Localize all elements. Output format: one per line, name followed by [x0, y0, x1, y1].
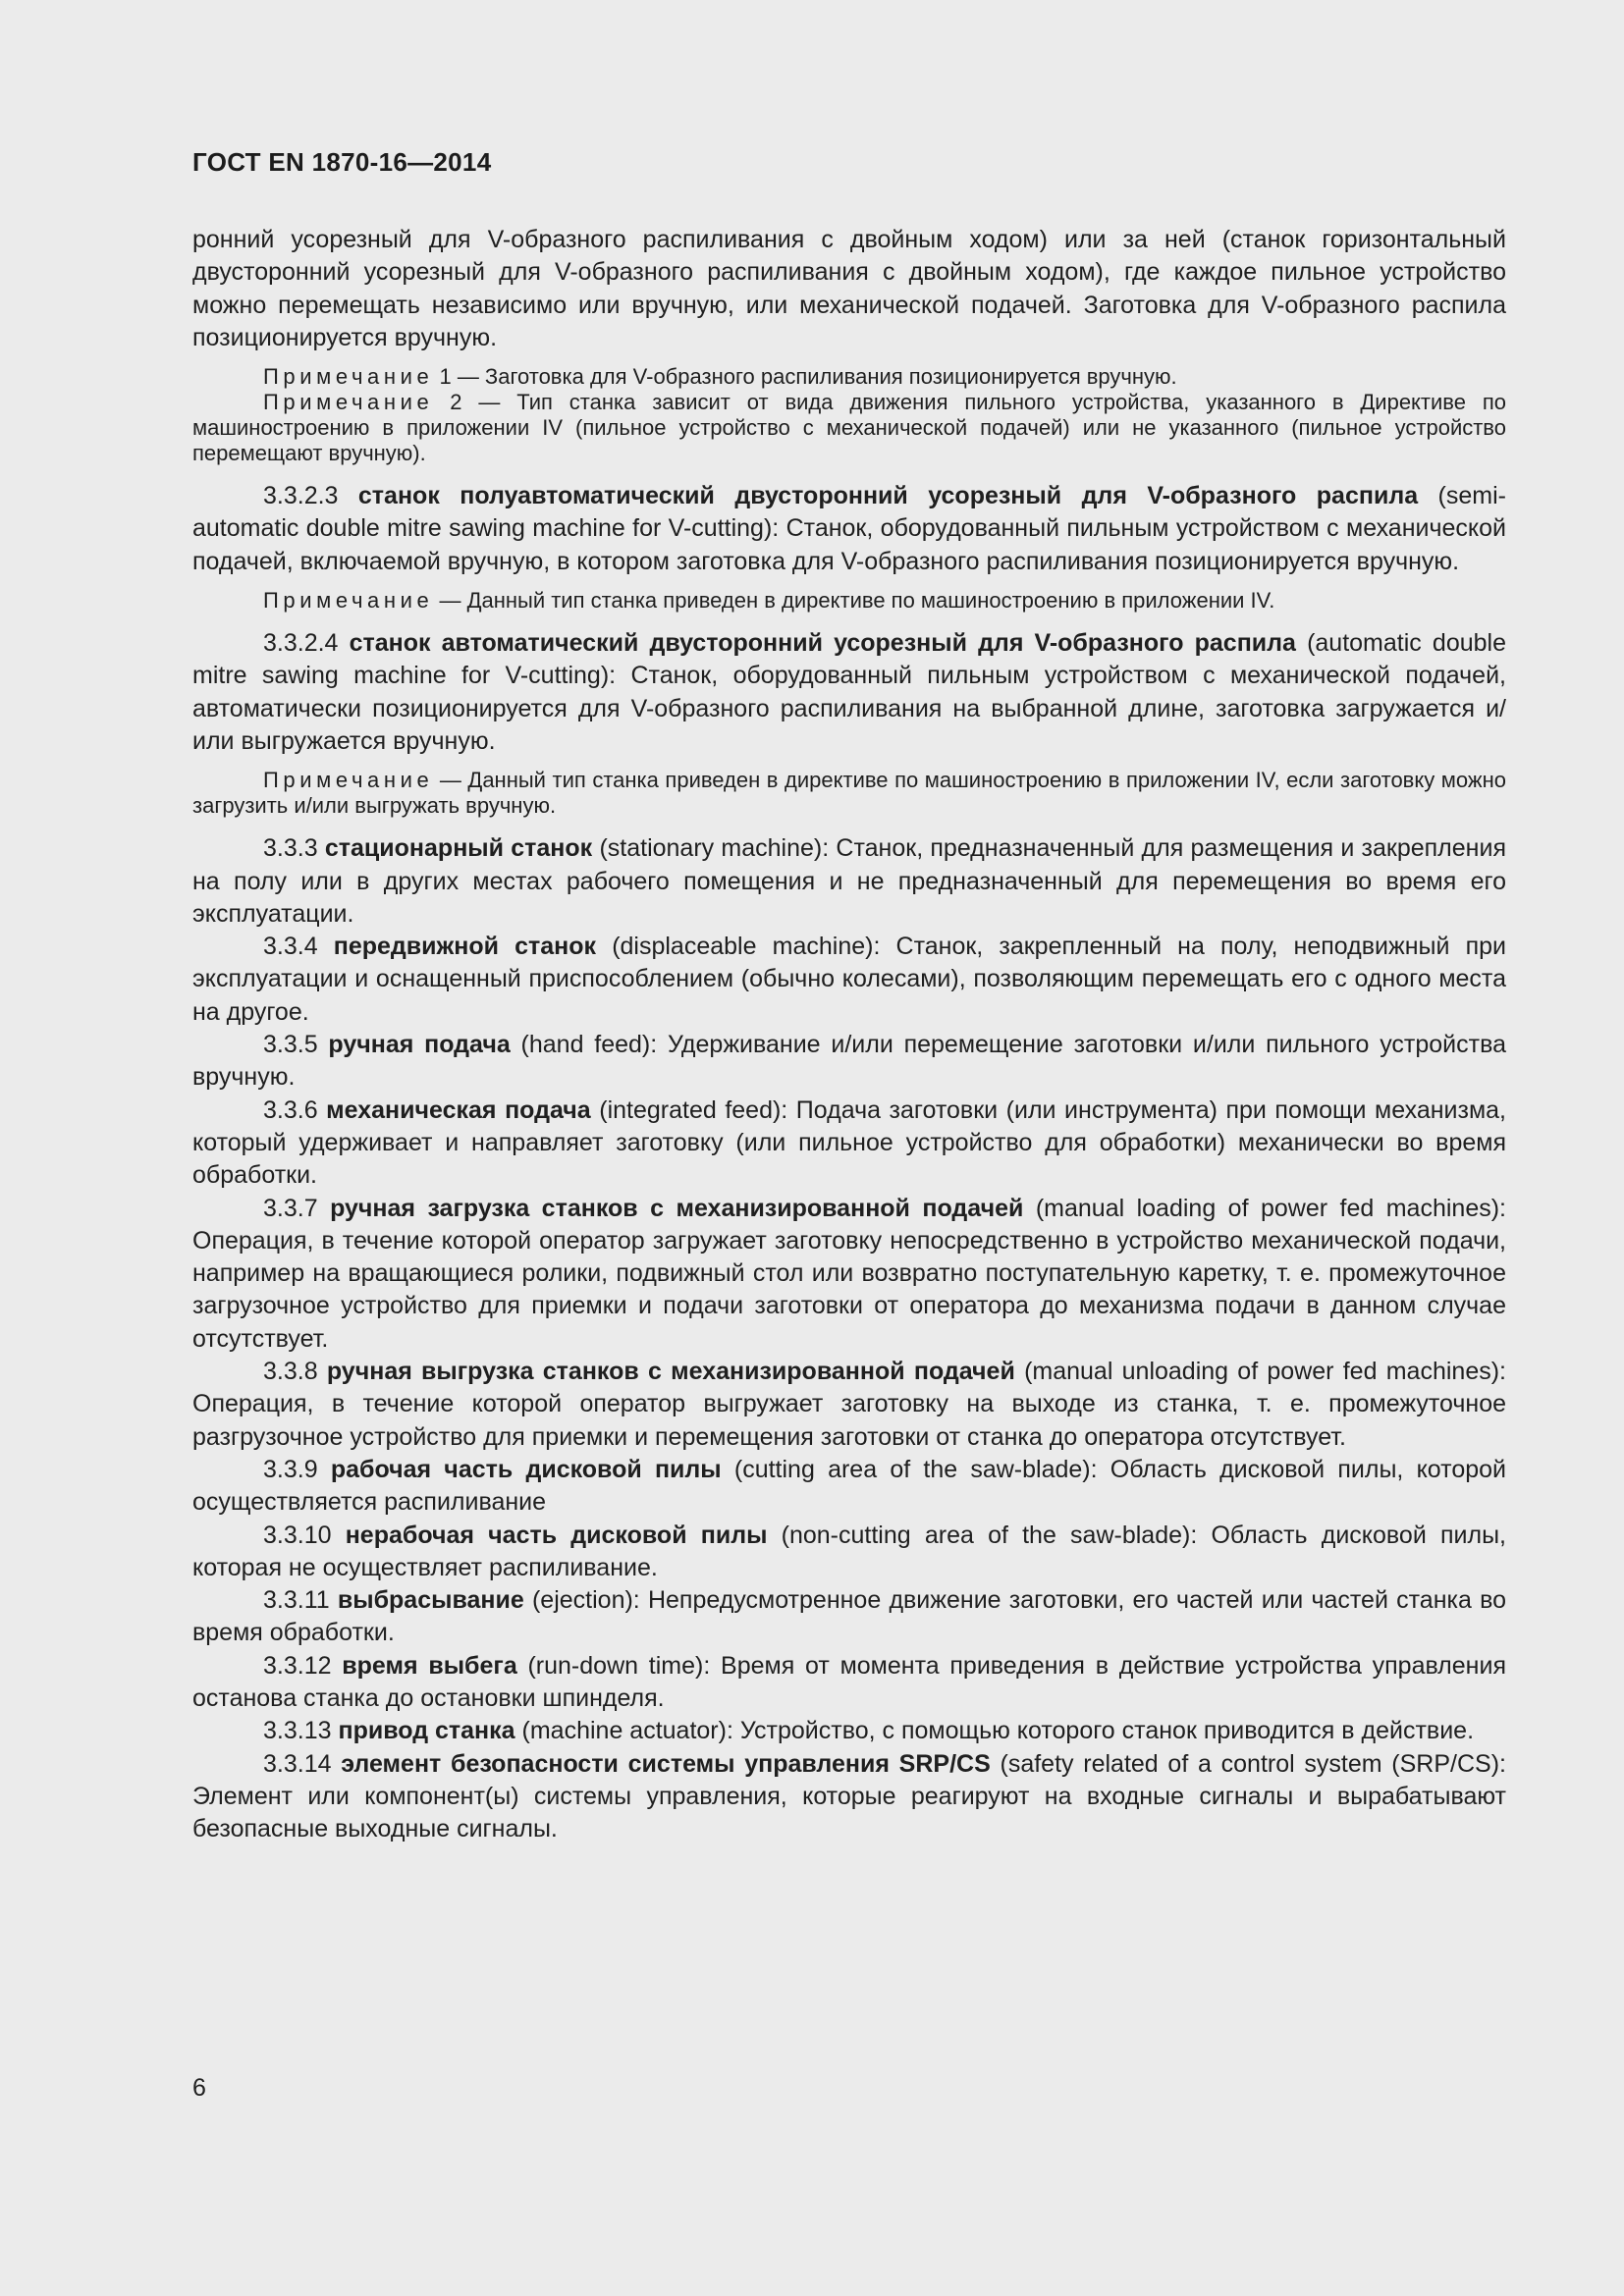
clause-3-3-14: [192, 1748, 1506, 1846]
clause-number: 3.3.4: [263, 933, 318, 961]
clause-term: рабочая часть дисковой пилы: [330, 1455, 722, 1483]
clause-term: нерабочая часть дисковой пилы: [345, 1521, 768, 1549]
clause-text: (manual loading of power fed machines): Операция, в течение которой оператор загружает заготовку непосредственно в устройство механической подачи, например на вращающиеся ролики, подвижный стол или возвратно поступательную каретку, т. е. промежуточное загрузочное устройство для приемки и подачи заготовки от оператора до механизма подачи в данном случае отсутствует.: [192, 1194, 1506, 1353]
clause-number: 3.3.5: [263, 1031, 318, 1059]
clause-number: 3.3.11: [263, 1586, 330, 1615]
clause-text: (safety related of a control system (SRP/CS): Элемент или компонент(ы) системы управления, которые реагируют на входные сигналы и вырабатывают безопасные выходные сигналы.: [192, 1749, 1506, 1843]
clause-3-3-8: [192, 1356, 1506, 1454]
clause-number: 3.3.8: [263, 1358, 318, 1386]
page-number: 6: [192, 2074, 206, 2102]
clause-number: 3.3.14: [263, 1749, 332, 1778]
clause-term: стационарный станок: [324, 834, 593, 863]
document-header: ГОСТ EN 1870-16—2014: [192, 147, 492, 177]
clause-3-3-3: [192, 832, 1506, 931]
clause-text: (semi-automatic double mitre sawing machine for V-cutting): Станок, оборудованный пильным устройством с механической подачей, включаемой вручную, в котором заготовка для V-образного распиливания позиционируется вручную.: [192, 482, 1506, 575]
note-label: Примечание: [263, 390, 434, 415]
clause-term: ручная выгрузка станков с механизированной подачей: [326, 1358, 1015, 1386]
clause-term: выбрасывание: [337, 1586, 524, 1615]
clause-3-3-9: [192, 1454, 1506, 1520]
clause-number: 3.3.13: [263, 1717, 332, 1745]
clause-term: станок полуавтоматический двусторонний усорезный для V-образного распила: [357, 482, 1419, 510]
note-3: [192, 588, 1506, 614]
clause-term: время выбега: [342, 1651, 517, 1680]
clause-term: ручная подача: [328, 1031, 511, 1059]
note-4: [192, 768, 1506, 819]
clause-text: (integrated feed): Подача заготовки (или инструмента) при помощи механизма, который удерживает и направляет заготовку (или пильное устройство для обработки) механически во время обработки.: [192, 1095, 1506, 1190]
clause-number: 3.3.2.3: [263, 482, 339, 510]
note-text: — Данный тип станка приведен в директиве по машиностроению в приложении IV, если заготовку можно загрузить и/или выгружать вручную.: [192, 768, 1506, 819]
clause-text: (non-cutting area of the saw-blade): Область дисковой пилы, которая не осуществляет распиливание.: [192, 1521, 1506, 1581]
clause-3-3-2-3: [192, 480, 1506, 578]
clause-text: (manual unloading of power fed machines): Операция, в течение которой оператор выгружает заготовку на выходе из станка, т. е. промежуточное разгрузочное устройство для приемки и перемещения заготовки от станка до оператора отсутствует.: [192, 1358, 1506, 1451]
clause-term: передвижной станок: [333, 933, 597, 961]
note-label: Примечание: [263, 364, 434, 390]
clause-text: (run-down time): Время от момента приведения в действие устройства управления останова станка до остановки шпинделя.: [192, 1651, 1506, 1712]
clause-term: элемент безопасности системы управления SRP/CS: [341, 1749, 991, 1778]
clause-number: 3.3.12: [263, 1651, 332, 1680]
note-label: Примечание: [263, 588, 434, 614]
clause-text: (cutting area of the saw-blade): Область дисковой пилы, которой осуществляется распиливание: [192, 1455, 1506, 1517]
clause-term: привод станка: [338, 1717, 515, 1745]
clause-term: станок автоматический двусторонний усорезный для V-образного распила: [349, 629, 1296, 658]
clause-number: 3.3.9: [263, 1455, 318, 1483]
clause-term: механическая подача: [326, 1095, 591, 1124]
clause-3-3-12: [192, 1650, 1506, 1716]
clause-3-3-7: [192, 1193, 1506, 1356]
clause-3-3-6: [192, 1095, 1506, 1193]
intro-paragraph: ронний усорезный для V-образного распиливания с двойным ходом) или за ней (станок горизонтальный двусторонний усорезный для V-образного распиливания с двойным ходом), где каждое пильное устройство можно перемещать независимо или вручную, или механической подачей. Заготовка для V-образного распила позиционируется вручную.: [192, 226, 1506, 351]
clause-text: (machine actuator): Устройство, с помощью которого станок приводится в действие.: [514, 1717, 1475, 1745]
note-text: 2 — Тип станка зависит от вида движения пильного устройства, указанного в Директиве по машиностроению в приложении IV (пильное устройство с механической подачей) или не указанного (пильное устройство перемещают вручную).: [192, 390, 1506, 466]
clause-text: (displaceable machine): Станок, закрепленный на полу, неподвижный при эксплуатации и оснащенный приспособлением (обычно колесами), позволяющим перемещать его с одного места на другое.: [192, 933, 1506, 1026]
clause-3-3-11: [192, 1584, 1506, 1650]
note-2: [192, 390, 1506, 466]
note-text: — Данный тип станка приведен в директиве по машиностроению в приложении IV.: [433, 588, 1275, 614]
clause-text: (hand feed): Удерживание и/или перемещение заготовки и/или пильного устройства вручную.: [192, 1031, 1506, 1092]
document-body: [192, 224, 1506, 1845]
clause-number: 3.3.6: [263, 1095, 318, 1124]
clause-3-3-2-4: [192, 627, 1506, 758]
clause-number: 3.3.2.4: [263, 629, 339, 658]
note-label: Примечание: [263, 768, 434, 793]
clause-number: 3.3.3: [263, 834, 318, 863]
clause-text: (ejection): Непредусмотренное движение заготовки, его частей или частей станка во время обработки.: [192, 1586, 1507, 1647]
clause-text: (automatic double mitre sawing machine for V-cutting): Станок, оборудованный пильным устройством с механической подачей, автоматически позиционируется для V-образного распиливания на выбранной длине, заготовка загружается и/или выгружается вручную.: [192, 629, 1506, 755]
clause-3-3-5: [192, 1029, 1506, 1095]
note-text: 1 — Заготовка для V-образного распиливания позиционируется вручную.: [439, 364, 1177, 390]
clause-number: 3.3.10: [263, 1521, 332, 1549]
clause-3-3-13: [192, 1715, 1506, 1747]
clause-text: (stationary machine): Станок, предназначенный для размещения и закрепления на полу или в других местах рабочего помещения и не предназначенный для перемещения во время его эксплуатации.: [192, 834, 1506, 928]
note-1: [192, 364, 1506, 390]
clause-3-3-10: [192, 1520, 1506, 1585]
clause-3-3-4: [192, 931, 1506, 1029]
clause-term: ручная загрузка станков с механизированной подачей: [330, 1194, 1024, 1222]
clause-number: 3.3.7: [263, 1194, 318, 1222]
